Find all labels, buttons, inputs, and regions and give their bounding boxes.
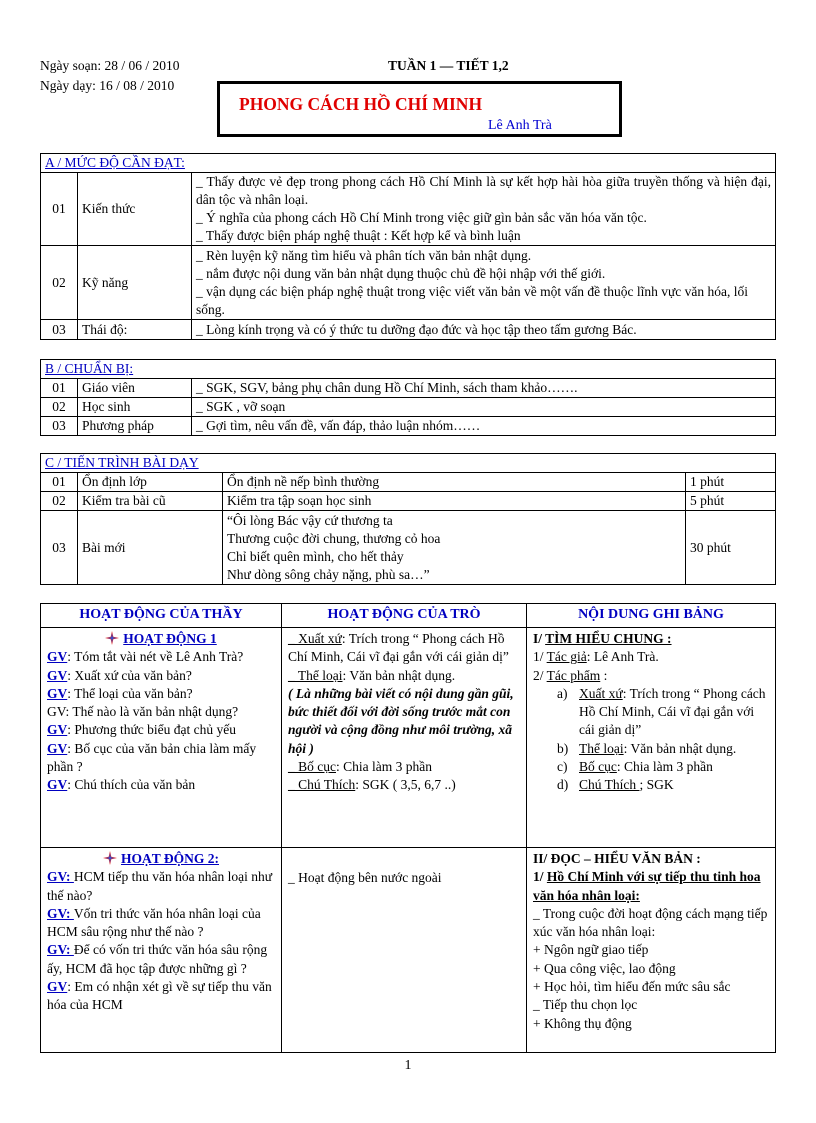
poem-content bbox=[223, 511, 686, 585]
content-line: _ nắm được nội dung văn bản nhật dụng thuộc chủ đề hội nhập với thế giới. bbox=[196, 265, 606, 281]
row-number: 01 bbox=[41, 173, 78, 246]
act2-student bbox=[282, 848, 527, 1053]
act2-notes bbox=[527, 848, 776, 1053]
act2-title bbox=[47, 850, 275, 868]
row-label: Phương pháp bbox=[78, 417, 192, 436]
notes-heading: II/ ĐỌC – HIỂU VĂN BẢN : bbox=[533, 851, 701, 866]
content-line: _ vận dụng các biện pháp nghệ thuật trong việc viết văn bản về một vấn đề thuộc lĩnh vực văn hóa, lối sống. bbox=[196, 283, 749, 317]
student-line: _ Thể loại: Văn bản nhật dụng. bbox=[288, 667, 456, 683]
notes-line: 2/ Tác phẩm : bbox=[533, 667, 608, 683]
gv-line: GV: HCM tiếp thu văn hóa nhân loại như thế nào? bbox=[47, 869, 273, 903]
content-line: _ Rèn luyện kỹ năng tìm hiểu và phân tích văn bản nhật dụng. bbox=[196, 247, 532, 263]
poem-line: Chỉ biết quên mình, cho hết thảy bbox=[227, 548, 404, 564]
row-number: 01 bbox=[41, 379, 78, 398]
gv-line: GV: Thể loại của văn bản? bbox=[47, 685, 193, 701]
row-content bbox=[192, 173, 776, 246]
student-note: ( Là những bài viết có nội dung gần gũi, bức thiết đối với đời sống trước mắt con người và cộng đồng như môi trường, xã hội ) bbox=[288, 685, 514, 756]
section-a-table bbox=[40, 153, 776, 340]
student-line: _ Hoạt động bên nước ngoài bbox=[288, 870, 442, 885]
page-title: PHONG CÁCH HỒ CHÍ MINH bbox=[239, 94, 483, 114]
row-number: 03 bbox=[41, 320, 78, 340]
row-content: _ SGK, SGV, bảng phụ chân dung Hồ Chí Minh, sách tham khảo……. bbox=[192, 379, 776, 398]
row-content: Kiểm tra tập soạn học sinh bbox=[223, 492, 686, 511]
notes-line: + Không thụ động bbox=[533, 1015, 632, 1031]
prep-date: Ngày soạn: 28 / 06 / 2010 bbox=[40, 58, 180, 73]
notes-line: 1/ Tác giả: Lê Anh Trà. bbox=[533, 649, 659, 665]
activities-table bbox=[40, 603, 776, 1053]
row-label: Giáo viên bbox=[78, 379, 192, 398]
notes-line: + Ngôn ngữ giao tiếp bbox=[533, 942, 649, 958]
notes-line: + Học hỏi, tìm hiểu đến mức sâu sắc bbox=[533, 979, 731, 995]
content-line: _ Ý nghĩa của phong cách Hồ Chí Minh trong việc giữ gìn bản sắc văn hóa văn tộc. bbox=[196, 210, 647, 225]
col-student-header: HOẠT ĐỘNG CỦA TRÒ bbox=[282, 604, 527, 628]
act1-title-text: HOẠT ĐỘNG 1 bbox=[123, 631, 217, 646]
poem-line: Như dòng sông chảy nặng, phù sa…” bbox=[227, 566, 430, 582]
row-content: _ Gợi tìm, nêu vấn đề, vấn đáp, thảo luận nhóm…… bbox=[192, 417, 776, 436]
row-label: Kỹ năng bbox=[78, 246, 192, 320]
row-number: 01 bbox=[41, 473, 78, 492]
row-label: Ổn định lớp bbox=[78, 473, 223, 492]
teach-date: Ngày dạy: 16 / 08 / 2010 bbox=[40, 78, 175, 93]
student-line: _ Chú Thích: SGK ( 3,5, 6,7 ..) bbox=[288, 777, 456, 793]
poem-line: “Ôi lòng Bác vậy cứ thương ta bbox=[227, 512, 393, 528]
gv-line: GV: Chú thích của văn bản bbox=[47, 777, 196, 793]
section-b-table bbox=[40, 359, 776, 436]
row-number: 02 bbox=[41, 398, 78, 417]
title-box bbox=[217, 81, 622, 137]
list-item: c) Bố cục: Chia làm 3 phần bbox=[557, 759, 713, 775]
row-content: _ Lòng kính trọng và có ý thức tu dưỡng đạo đức và học tập theo tấm gương Bác. bbox=[192, 320, 776, 340]
row-content: _ SGK , vỡ soạn bbox=[192, 398, 776, 417]
row-time: 1 phút bbox=[686, 473, 776, 492]
gv-line: GV: Bố cục của văn bản chia làm mấy phần ? bbox=[47, 740, 257, 775]
list-item: b) Thể loại: Văn bản nhật dụng. bbox=[557, 740, 737, 756]
row-label: Bài mới bbox=[78, 511, 223, 585]
gv-line: GV: Em có nhận xét gì về sự tiếp thu văn hóa của HCM bbox=[47, 979, 272, 1013]
star-icon bbox=[103, 851, 117, 865]
row-time: 30 phút bbox=[686, 511, 776, 585]
row-label: Kiểm tra bài cũ bbox=[78, 492, 223, 511]
gv-line: GV: Tóm tắt vài nét về Lê Anh Trà? bbox=[47, 649, 244, 665]
list-item: d) Chú Thích ; SGK bbox=[557, 777, 674, 793]
gv-line: GV: Vốn tri thức văn hóa nhân loại của HCM sâu rộng như thế nào ? bbox=[47, 905, 261, 940]
page-number: 1 bbox=[404, 1058, 412, 1073]
gv-line: GV: Để có vốn tri thức văn hóa sâu rộng ấy, HCM đã học tập được những gì ? bbox=[47, 942, 268, 976]
act1-title bbox=[47, 630, 275, 648]
row-label: Kiến thức bbox=[78, 173, 192, 246]
notes-line: _ Tiếp thu chọn lọc bbox=[533, 997, 638, 1013]
notes-list bbox=[533, 685, 769, 795]
row-number: 02 bbox=[41, 246, 78, 320]
act1-student bbox=[282, 628, 527, 848]
star-icon bbox=[105, 631, 119, 645]
row-label: Thái độ: bbox=[78, 320, 192, 340]
notes-line: _ Trong cuộc đời hoạt động cách mạng tiếp xúc văn hóa nhân loại: bbox=[533, 905, 768, 940]
row-number: 03 bbox=[41, 417, 78, 436]
row-content bbox=[192, 246, 776, 320]
section-b-heading: B / CHUẨN BỊ: bbox=[41, 360, 776, 379]
content-line: _ Thấy được biện pháp nghệ thuật : Kết hợp kể và bình luận bbox=[196, 228, 521, 243]
notes-subheading: 1/ Hồ Chí Minh với sự tiếp thu tinh hoa văn hóa nhân loại: bbox=[533, 869, 761, 903]
student-line: _ Xuất xứ: Trích trong “ Phong cách Hồ Chí Minh, Cái vĩ đại gắn với cái giản dị” bbox=[288, 631, 509, 665]
act1-notes bbox=[527, 628, 776, 848]
student-line: _ Bố cục: Chia làm 3 phần bbox=[288, 759, 432, 775]
row-content: Ổn định nề nếp bình thường bbox=[223, 473, 686, 492]
section-c-table bbox=[40, 453, 776, 585]
gv-line: GV: Xuất xứ của văn bản? bbox=[47, 667, 192, 683]
col-teacher-header: HOẠT ĐỘNG CỦA THẦY bbox=[41, 604, 282, 628]
row-number: 03 bbox=[41, 511, 78, 585]
gv-line: GV: Thế nào là văn bản nhật dụng? bbox=[47, 704, 239, 720]
row-time: 5 phút bbox=[686, 492, 776, 511]
week-lesson: TUẦN 1 — TIẾT 1,2 bbox=[388, 58, 509, 73]
col-notes-header: NỘI DUNG GHI BẢNG bbox=[527, 604, 776, 628]
act2-title-text: HOẠT ĐỘNG 2: bbox=[120, 851, 219, 866]
notes-heading: I/ TÌM HIỂU CHUNG : bbox=[533, 631, 672, 646]
author-name: Lê Anh Trà bbox=[488, 118, 552, 133]
poem-line: Thương cuộc đời chung, thương cỏ hoa bbox=[227, 530, 441, 546]
notes-line: + Qua công việc, lao động bbox=[533, 960, 676, 976]
content-line: _ Thấy được vẻ đẹp trong phong cách Hồ Chí Minh là sự kết hợp hài hòa giữa truyền thống và hiện đại, dân tộc và nhân loại. bbox=[196, 174, 771, 207]
row-number: 02 bbox=[41, 492, 78, 511]
section-a-heading: A / MỨC ĐỘ CẦN ĐẠT: bbox=[41, 154, 776, 173]
act2-teacher bbox=[41, 848, 282, 1053]
section-c-heading: C / TIẾN TRÌNH BÀI DẠY bbox=[41, 454, 776, 473]
gv-line: GV: Phương thức biểu đạt chủ yếu bbox=[47, 722, 236, 738]
act1-teacher bbox=[41, 628, 282, 848]
list-item: a) Xuất xứ: Trích trong “ Phong cách Hồ Chí Minh, Cái vĩ đại gắn với cái giản dị” bbox=[557, 685, 766, 738]
row-label: Học sinh bbox=[78, 398, 192, 417]
